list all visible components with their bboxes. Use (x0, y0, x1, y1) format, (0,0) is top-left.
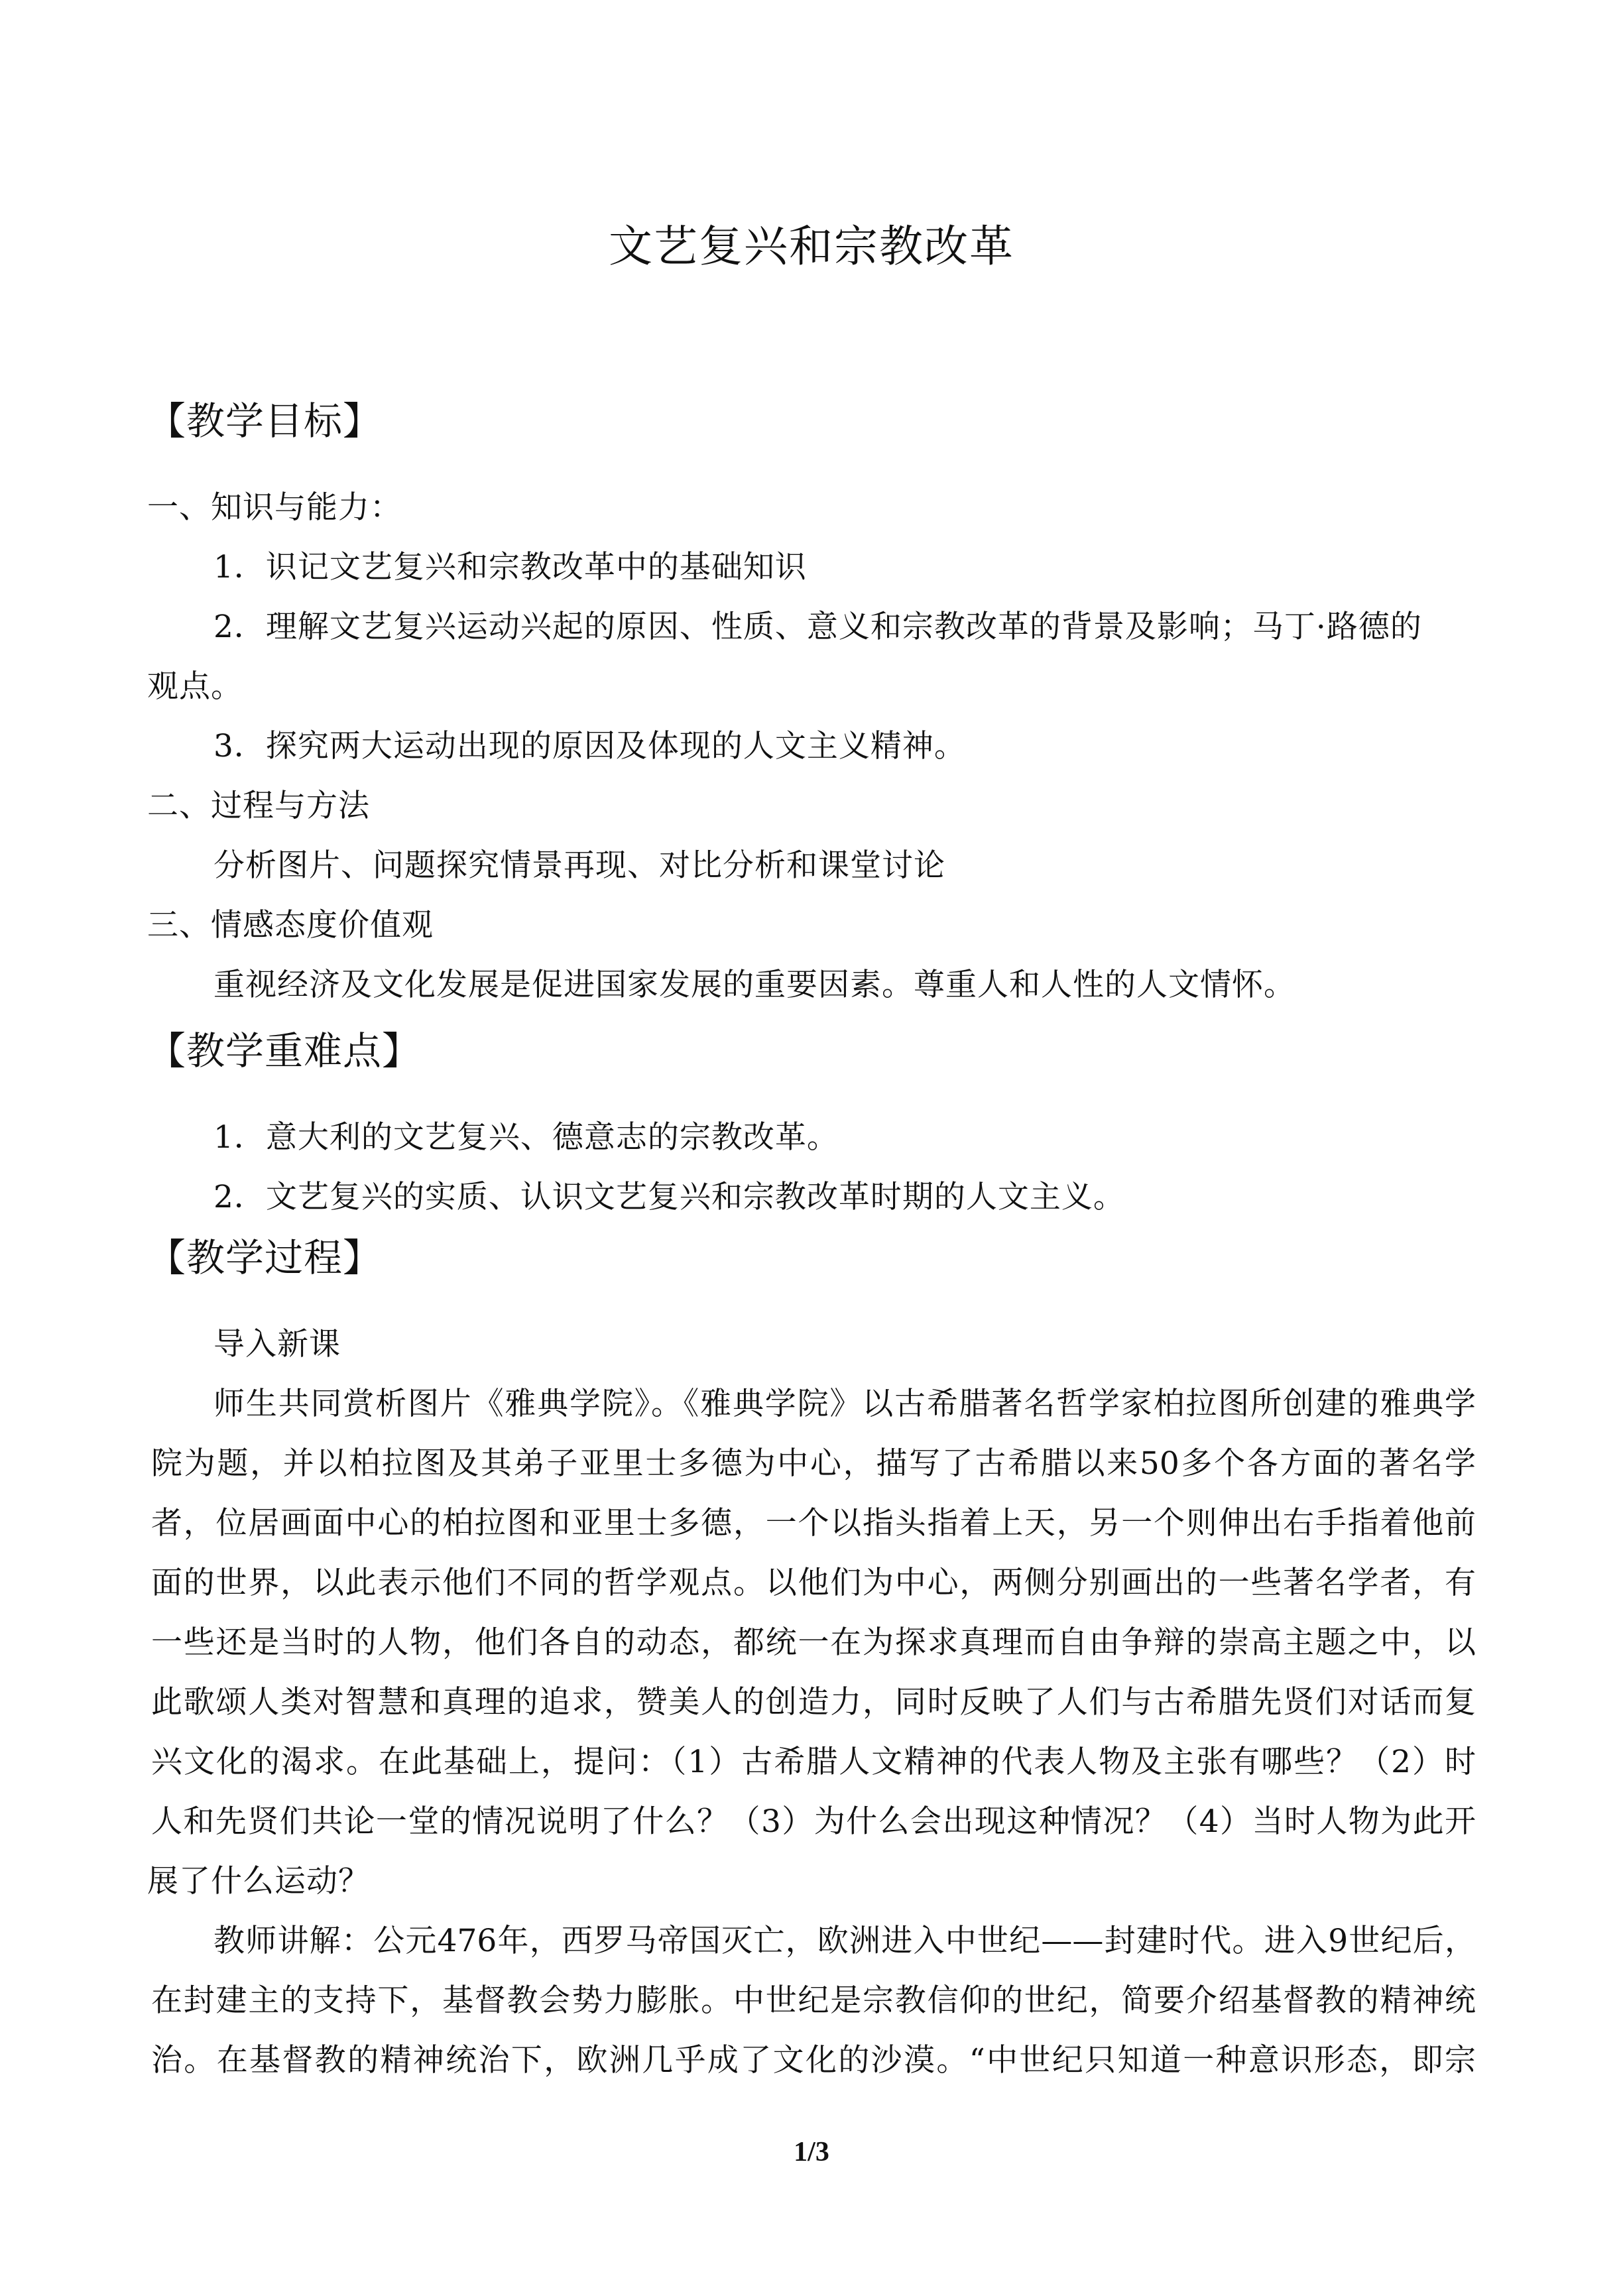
paragraph-line: 人和先贤们共论一堂的情况说明了什么？（3）为什么会出现这种情况？（4）当时人物为此开 (151, 1803, 1476, 1840)
paragraph-line: 在封建主的支持下，基督教会势力膨胀。中世纪是宗教信仰的世纪，简要介绍基督教的精神统 (151, 1982, 1476, 2019)
section-heading-key-points: 【教学重难点】 (147, 1028, 422, 1073)
key-point-2: 2．文艺复兴的实质、认识文艺复兴和宗教改革时期的人文主义。 (213, 1179, 1125, 1215)
subheading-process-method: 二、过程与方法 (147, 788, 370, 824)
process-method-text: 分析图片、问题探究情景再现、对比分析和课堂讨论 (213, 847, 945, 884)
paragraph-line: 者，位居画面中心的柏拉图和亚里士多德，一个以指头指着上天，另一个则伸出右手指着他前 (151, 1505, 1476, 1541)
paragraph-line: 师生共同赏析图片《雅典学院》。《雅典学院》以古希腊著名哲学家柏拉图所创建的雅典学 (213, 1386, 1476, 1422)
subheading-emotion: 三、情感态度价值观 (147, 907, 434, 943)
paragraph-line: 治。在基督教的精神统治下，欧洲几乎成了文化的沙漠。“中世纪只知道一种意识形态，即宗 (151, 2042, 1476, 2079)
goal-item-2-cont: 观点。 (147, 668, 243, 705)
page-number: 1/3 (794, 2137, 829, 2167)
section-heading-goals: 【教学目标】 (147, 398, 383, 444)
key-point-1: 1．意大利的文艺复兴、德意志的宗教改革。 (213, 1119, 839, 1156)
paragraph-line: 一些还是当时的人物，他们各自的动态，都统一在为探求真理而自由争辩的崇高主题之中，以 (151, 1624, 1476, 1661)
goal-item-3: 3．探究两大运动出现的原因及体现的人文主义精神。 (213, 728, 966, 764)
paragraph-line: 此歌颂人类对智慧和真理的追求，赞美人的创造力，同时反映了人们与古希腊先贤们对话而复 (151, 1684, 1476, 1721)
paragraph-line: 院为题，并以柏拉图及其弟子亚里士多德为中心，描写了古希腊以来50多个各方面的著名学 (151, 1445, 1476, 1482)
document-title: 文艺复兴和宗教改革 (609, 221, 1014, 272)
subheading-knowledge: 一、知识与能力： (147, 489, 402, 526)
goal-item-1: 1．识记文艺复兴和宗教改革中的基础知识 (213, 549, 807, 585)
paragraph-line: 展了什么运动？ (147, 1863, 370, 1900)
paragraph-line: 兴文化的渴求。在此基础上，提问：（1）古希腊人文精神的代表人物及主张有哪些？（2）时 (151, 1744, 1476, 1780)
paragraph-line: 面的世界，以此表示他们不同的哲学观点。以他们为中心，两侧分别画出的一些著名学者，有 (151, 1565, 1476, 1601)
emotion-text: 重视经济及文化发展是促进国家发展的重要因素。尊重人和人性的人文情怀。 (213, 967, 1295, 1003)
section-heading-process: 【教学过程】 (147, 1235, 383, 1280)
intro-label: 导入新课 (213, 1326, 341, 1362)
paragraph-line: 教师讲解：公元476年，西罗马帝国灭亡，欧洲进入中世纪——封建时代。进入9世纪后， (213, 1923, 1476, 1959)
goal-item-2: 2．理解文艺复兴运动兴起的原因、性质、意义和宗教改革的背景及影响；马丁·路德的 (213, 609, 1422, 645)
